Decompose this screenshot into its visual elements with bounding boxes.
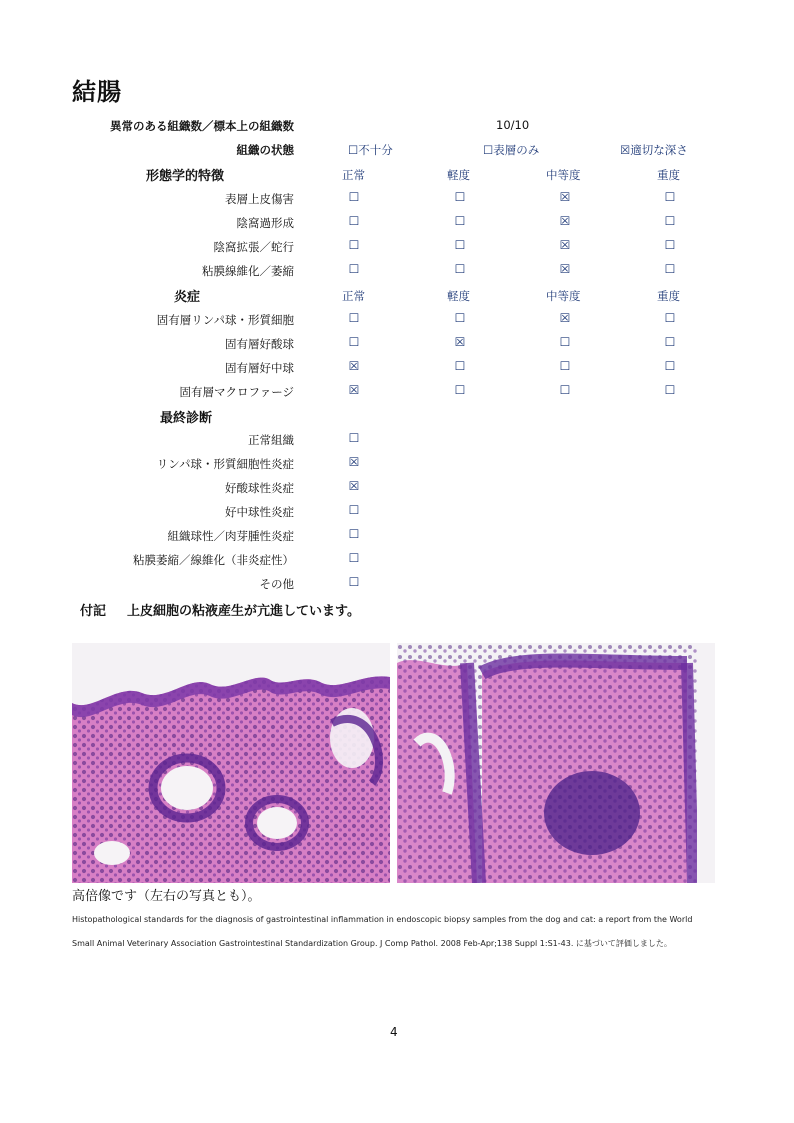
checkbox[interactable]: ☐ [348, 190, 360, 204]
checkbox[interactable]: ☐ [348, 431, 360, 445]
checkbox[interactable]: ☒ [454, 335, 466, 349]
diagnosis-heading: 最終診断 [160, 411, 213, 426]
checkbox[interactable]: ☐ [664, 190, 676, 204]
inflammation-row-label: 固有層好酸球 [225, 337, 294, 351]
checkbox[interactable]: ☐ [348, 335, 360, 349]
checkbox[interactable]: ☐ [664, 383, 676, 397]
checkbox[interactable]: ☐ [559, 383, 571, 397]
checkbox[interactable]: ☐ [664, 311, 676, 325]
checkbox[interactable]: ☐ [664, 359, 676, 373]
morphology-heading: 形態学的特徴 [146, 169, 225, 184]
diagnosis-row-label: 粘膜萎縮／線維化（非炎症性） [133, 553, 294, 567]
tissue-state-option[interactable]: ☐表層のみ [483, 143, 540, 157]
checkbox[interactable]: ☐ [559, 359, 571, 373]
morphology-row-label: 陰窩過形成 [236, 216, 294, 230]
checkbox[interactable]: ☐ [348, 262, 360, 276]
tissue-state-option[interactable]: ☒適切な深さ [620, 143, 688, 157]
tissue-state-label: 組織の状態 [236, 143, 294, 157]
checkbox[interactable]: ☐ [454, 262, 466, 276]
inflammation-row-label: 固有層リンパ球・形質細胞 [156, 313, 294, 327]
checkbox[interactable]: ☒ [348, 383, 360, 397]
diagnosis-row-label: 組織球性／肉芽腫性炎症 [167, 529, 294, 543]
checkbox[interactable]: ☐ [559, 335, 571, 349]
note-text: 上皮細胞の粘液産生が亢進しています。 [127, 604, 360, 619]
inflammation-heading: 炎症 [174, 290, 201, 305]
checkbox[interactable]: ☐ [454, 383, 466, 397]
checkbox[interactable]: ☐ [348, 214, 360, 228]
checkbox[interactable]: ☐ [454, 238, 466, 252]
page-title: 結腸 [72, 78, 122, 106]
tissue-count-label: 異常のある組織数／標本上の組織数 [110, 119, 294, 133]
tissue-state-option[interactable]: ☐不十分 [348, 143, 393, 157]
checkbox[interactable]: ☒ [559, 262, 571, 276]
checkbox[interactable]: ☐ [348, 527, 360, 541]
checkbox[interactable]: ☐ [454, 359, 466, 373]
checkbox[interactable]: ☒ [348, 455, 360, 469]
checkbox[interactable]: ☐ [454, 190, 466, 204]
histology-photo-left [72, 643, 390, 883]
morphology-row-label: 表層上皮傷害 [225, 192, 294, 206]
column-header-mild: 軽度 [447, 168, 470, 182]
column-header-severe: 重度 [657, 289, 680, 303]
column-header-moderate: 中等度 [546, 168, 581, 182]
checkbox[interactable]: ☐ [454, 214, 466, 228]
diagnosis-row-label: 正常組織 [248, 433, 294, 447]
checkbox[interactable]: ☒ [559, 238, 571, 252]
diagnosis-row-label: 好酸球性炎症 [225, 481, 294, 495]
checkbox[interactable]: ☐ [664, 335, 676, 349]
checkbox[interactable]: ☐ [348, 551, 360, 565]
reference-line: Small Animal Veterinary Association Gastrointestinal Standardization Group. J Comp Pathol. 2008 Feb-Apr;138 Suppl 1:S1-43. に基づいて評価しました。 [72, 939, 672, 948]
column-header-moderate: 中等度 [546, 289, 581, 303]
inflammation-row-label: 固有層好中球 [225, 361, 294, 375]
tissue-count-value: 10/10 [496, 118, 530, 132]
note-label: 付記 [80, 604, 107, 619]
checkbox[interactable]: ☒ [348, 479, 360, 493]
column-header-normal: 正常 [342, 168, 365, 182]
page-number: 4 [390, 1025, 398, 1039]
checkbox[interactable]: ☐ [664, 214, 676, 228]
reference-line: Histopathological standards for the diagnosis of gastrointestinal inflammation in endoscopic biopsy samples from the dog and cat: a report from the World [72, 915, 693, 924]
diagnosis-row-label: リンパ球・形質細胞性炎症 [156, 457, 294, 471]
checkbox[interactable]: ☐ [348, 503, 360, 517]
checkbox[interactable]: ☐ [454, 311, 466, 325]
column-header-severe: 重度 [657, 168, 680, 182]
diagnosis-row-label: その他 [259, 577, 294, 591]
checkbox[interactable]: ☐ [348, 311, 360, 325]
checkbox[interactable]: ☒ [559, 214, 571, 228]
checkbox[interactable]: ☐ [348, 238, 360, 252]
checkbox[interactable]: ☐ [348, 575, 360, 589]
checkbox[interactable]: ☒ [348, 359, 360, 373]
checkbox[interactable]: ☐ [664, 262, 676, 276]
photo-caption: 高倍像です（左右の写真とも）。 [72, 889, 261, 904]
diagnosis-row-label: 好中球性炎症 [225, 505, 294, 519]
column-header-mild: 軽度 [447, 289, 470, 303]
inflammation-row-label: 固有層マクロファージ [179, 385, 294, 399]
morphology-row-label: 陰窩拡張／蛇行 [213, 240, 294, 254]
morphology-row-label: 粘膜線維化／萎縮 [202, 264, 294, 278]
histology-photo-right [397, 643, 715, 883]
checkbox[interactable]: ☒ [559, 190, 571, 204]
column-header-normal: 正常 [342, 289, 365, 303]
checkbox[interactable]: ☐ [664, 238, 676, 252]
checkbox[interactable]: ☒ [559, 311, 571, 325]
